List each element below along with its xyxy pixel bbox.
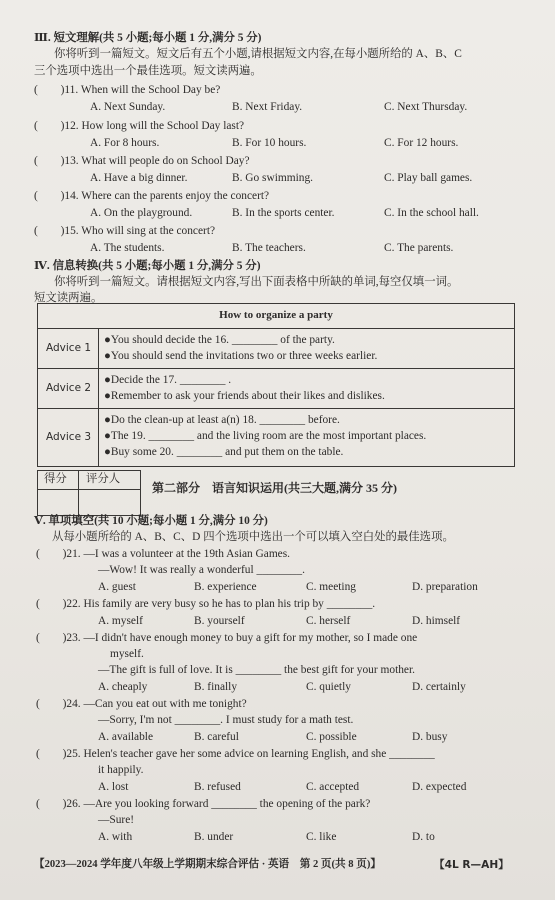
q21-option-c: C. meeting <box>306 581 356 593</box>
section-4-instruction: 你将听到一篇短文。请根据短文内容,写出下面表格中所缺的单词,每空仅填一词。 <box>54 276 459 288</box>
q23-option-d: D. certainly <box>412 681 466 693</box>
part-2-heading: 第二部分 语言知识运用(共三大题,满分 35 分) <box>152 481 397 495</box>
question-13-stem: ( )13. What will people do on School Day? <box>34 155 250 167</box>
advice-table <box>37 303 515 467</box>
q25-option-a: A. lost <box>98 781 129 793</box>
section-3-instruction-cont: 三个选项中选出一个最佳选项。短文读两遍。 <box>34 65 262 77</box>
table-title: How to organize a party <box>219 309 333 321</box>
question-11-stem: ( )11. When will the School Day be? <box>34 84 221 96</box>
q25-line-1: ( )25. Helen's teacher gave her some advice on learning English, and she ________ <box>36 748 435 760</box>
q21-option-d: D. preparation <box>412 581 478 593</box>
section-3-instruction: 你将听到一篇短文。短文后有五个小题,请根据短文内容,在每小题所给的 A、B、C <box>54 48 462 60</box>
advice-1-label: Advice 1 <box>46 342 92 354</box>
q13-option-c: C. Play ball games. <box>384 172 473 184</box>
q12-option-b: B. For 10 hours. <box>232 137 307 149</box>
question-14-stem: ( )14. Where can the parents enjoy the concert? <box>34 190 270 202</box>
q21-line-1: ( )21. —I was a volunteer at the 19th Asian Games. <box>36 548 291 560</box>
table-divider <box>38 328 514 329</box>
table-divider <box>38 408 514 409</box>
section-5-instruction: 从每小题所给的 A、B、C、D 四个选项中选出一个可以填入空白处的最佳选项。 <box>52 531 454 543</box>
score-box-divider <box>38 489 140 490</box>
page-footer: 【2023—2024 学年度八年级上学期期末综合评估 · 英语 第 2 页(共 8 页)】 <box>34 859 381 870</box>
advice-2-label: Advice 2 <box>46 382 92 394</box>
score-label: 得分 <box>44 473 67 485</box>
q26-line-2: —Sure! <box>98 814 135 826</box>
q12-option-c: C. For 12 hours. <box>384 137 459 149</box>
q23-option-a: A. cheaply <box>98 681 148 693</box>
q23-option-c: C. quietly <box>306 681 351 693</box>
advice-2-line-2: ●Remember to ask your friends about their likes and dislikes. <box>104 390 385 402</box>
section-4-instruction-cont: 短文读两遍。 <box>34 292 103 304</box>
q23-option-b: B. finally <box>194 681 238 693</box>
q24-option-a: A. available <box>98 731 154 743</box>
advice-2-line-1: ●Decide the 17. ________ . <box>104 374 232 386</box>
q23-line-2: myself. <box>110 648 144 660</box>
question-15-stem: ( )15. Who will sing at the concert? <box>34 225 216 237</box>
score-box-column-divider <box>78 471 79 515</box>
q24-option-b: B. careful <box>194 731 239 743</box>
q14-option-a: A. On the playground. <box>90 207 193 219</box>
score-box <box>37 470 141 516</box>
q23-line-3: —The gift is full of love. It is ________ the best gift for your mother. <box>98 664 415 676</box>
q25-option-d: D. expected <box>412 781 467 793</box>
q21-line-2: —Wow! It was really a wonderful ________. <box>98 564 305 576</box>
advice-3-line-1: ●Do the clean-up at least a(n) 18. ________ before. <box>104 414 340 426</box>
q21-option-a: A. guest <box>98 581 136 593</box>
table-column-divider <box>98 328 99 466</box>
advice-3-line-3: ●Buy some 20. ________ and put them on the table. <box>104 446 344 458</box>
q12-option-a: A. For 8 hours. <box>90 137 160 149</box>
q22-option-c: C. herself <box>306 615 351 627</box>
q25-option-b: B. refused <box>194 781 241 793</box>
q26-option-c: C. like <box>306 831 337 843</box>
q26-option-b: B. under <box>194 831 234 843</box>
q15-option-c: C. The parents. <box>384 242 454 254</box>
q26-option-d: D. to <box>412 831 435 843</box>
q22-option-b: B. yourself <box>194 615 245 627</box>
q24-option-d: D. busy <box>412 731 448 743</box>
q11-option-a: A. Next Sunday. <box>90 101 166 113</box>
q26-line-1: ( )26. —Are you looking forward ________ the opening of the park? <box>36 798 371 810</box>
q22-option-a: A. myself <box>98 615 143 627</box>
advice-3-label: Advice 3 <box>46 431 92 443</box>
question-12-stem: ( )12. How long will the School Day last? <box>34 120 245 132</box>
table-divider <box>38 368 514 369</box>
advice-3-line-2: ●The 19. ________ and the living room are the most important places. <box>104 430 427 442</box>
q24-line-2: —Sorry, I'm not ________. I must study for a math test. <box>98 714 354 726</box>
q13-option-b: B. Go swimming. <box>232 172 314 184</box>
q15-option-b: B. The teachers. <box>232 242 306 254</box>
q22-option-d: D. himself <box>412 615 461 627</box>
section-5-title: Ⅴ. 单项填空(共 10 小题;每小题 1 分,满分 10 分) <box>34 515 268 527</box>
q14-option-b: B. In the sports center. <box>232 207 335 219</box>
q13-option-a: A. Have a big dinner. <box>90 172 188 184</box>
q15-option-a: A. The students. <box>90 242 165 254</box>
q14-option-c: C. In the school hall. <box>384 207 479 219</box>
section-3-title: Ⅲ. 短文理解(共 5 小题;每小题 1 分,满分 5 分) <box>34 32 262 44</box>
q11-option-b: B. Next Friday. <box>232 101 303 113</box>
section-4-title: Ⅳ. 信息转换(共 5 小题;每小题 1 分,满分 5 分) <box>34 260 261 272</box>
q25-option-c: C. accepted <box>306 781 360 793</box>
advice-1-line-2: ●You should send the invitations two or three weeks earlier. <box>104 350 378 362</box>
q25-line-2: it happily. <box>98 764 144 776</box>
q23-line-1: ( )23. —I didn't have enough money to buy a gift for my mother, so I made one <box>36 632 418 644</box>
q11-option-c: C. Next Thursday. <box>384 101 468 113</box>
advice-1-line-1: ●You should decide the 16. ________ of the party. <box>104 334 335 346</box>
q24-option-c: C. possible <box>306 731 357 743</box>
q21-option-b: B. experience <box>194 581 257 593</box>
q24-line-1: ( )24. —Can you eat out with me tonight? <box>36 698 247 710</box>
grader-label: 评分人 <box>86 473 121 485</box>
q26-option-a: A. with <box>98 831 133 843</box>
page-code: 【4L R—AH】 <box>434 859 509 871</box>
q22-line-1: ( )22. His family are very busy so he has to plan his trip by ________. <box>36 598 376 610</box>
